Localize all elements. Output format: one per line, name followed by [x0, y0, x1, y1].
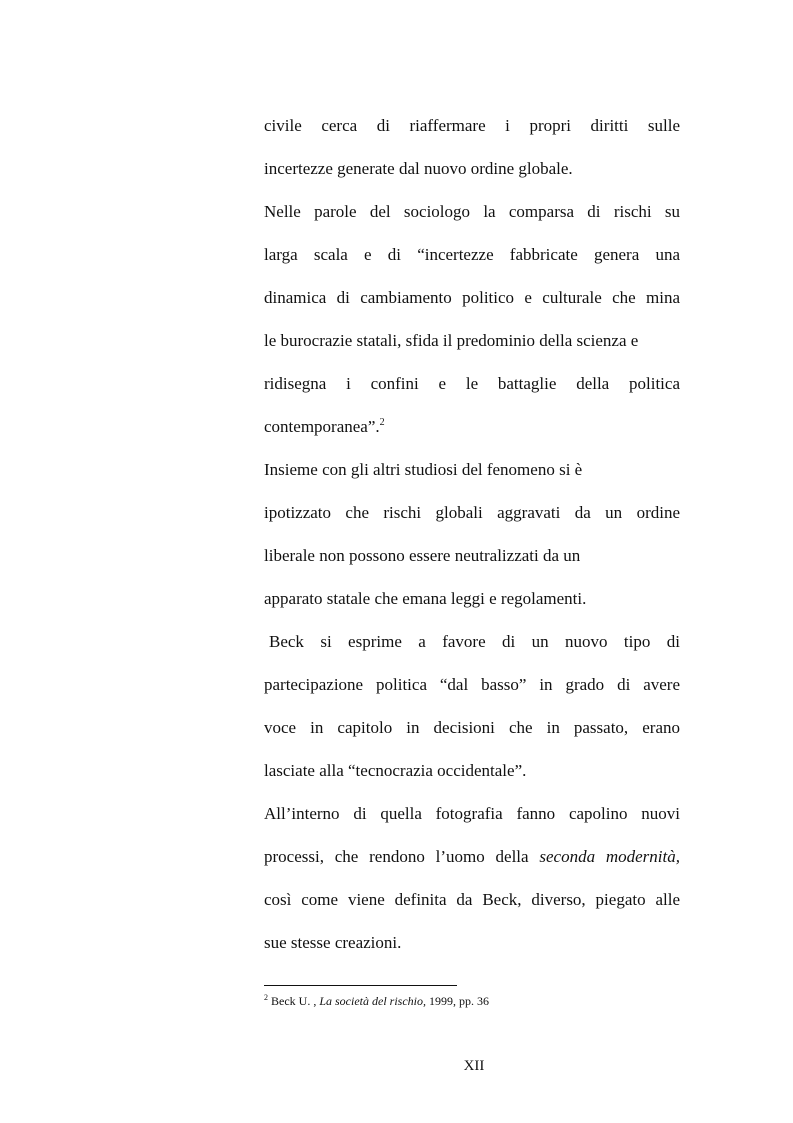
body-line: civile cerca di riaffermare i propri diritti sulle — [264, 116, 680, 135]
body-line — [264, 835, 680, 879]
footnote-author: Beck U. , — [271, 994, 317, 1008]
body-line: ridisegna i confini e le battaglie della politica — [264, 374, 680, 393]
body-line: All’interno di quella fotografia fanno capolino nuovi — [264, 804, 680, 823]
body-line: dinamica di cambiamento politico e culturale che mina — [264, 288, 680, 307]
footnote-separator — [264, 985, 457, 986]
body-line-text: processi, che rendono l’uomo della — [264, 847, 540, 866]
footnote-number: 2 — [264, 993, 268, 1002]
body-line: incertezze generate dal nuovo ordine globale. — [264, 159, 573, 178]
body-line: Insieme con gli altri studiosi del fenomeno si è — [264, 460, 583, 479]
body-line: voce in capitolo in decisioni che in passato, erano — [264, 718, 680, 737]
body-line: liberale non possono essere neutralizzati da un — [264, 546, 581, 565]
body-line: Beck si esprime a favore di un nuovo tipo di — [269, 632, 680, 651]
italic-phrase: seconda modernità, — [539, 847, 680, 866]
body-line: così come viene definita da Beck, diverso, piegato alle — [264, 890, 680, 909]
body-line: larga scala e di “incertezze fabbricate genera una — [264, 245, 680, 264]
body-line: sue stesse creazioni. — [264, 933, 402, 952]
footnote-details: 1999, pp. 36 — [429, 994, 489, 1008]
body-line: partecipazione politica “dal basso” in grado di avere — [264, 675, 680, 694]
footnote-title: La società del rischio, — [319, 994, 426, 1008]
body-line-text: contemporanea”. — [264, 417, 380, 436]
body-line: Nelle parole del sociologo la comparsa di rischi su — [264, 202, 680, 221]
body-line: apparato statale che emana leggi e regolamenti. — [264, 589, 587, 608]
footnote — [264, 992, 684, 1012]
body-line: lasciate alla “tecnocrazia occidentale”. — [264, 761, 527, 780]
footnote-reference: 2 — [379, 417, 385, 428]
body-line: ipotizzato che rischi globali aggravati da un ordine — [264, 503, 680, 522]
body-line: le burocrazie statali, sfida il predominio della scienza e — [264, 331, 639, 350]
body-line — [264, 405, 680, 449]
page-number: XII — [463, 1058, 485, 1074]
